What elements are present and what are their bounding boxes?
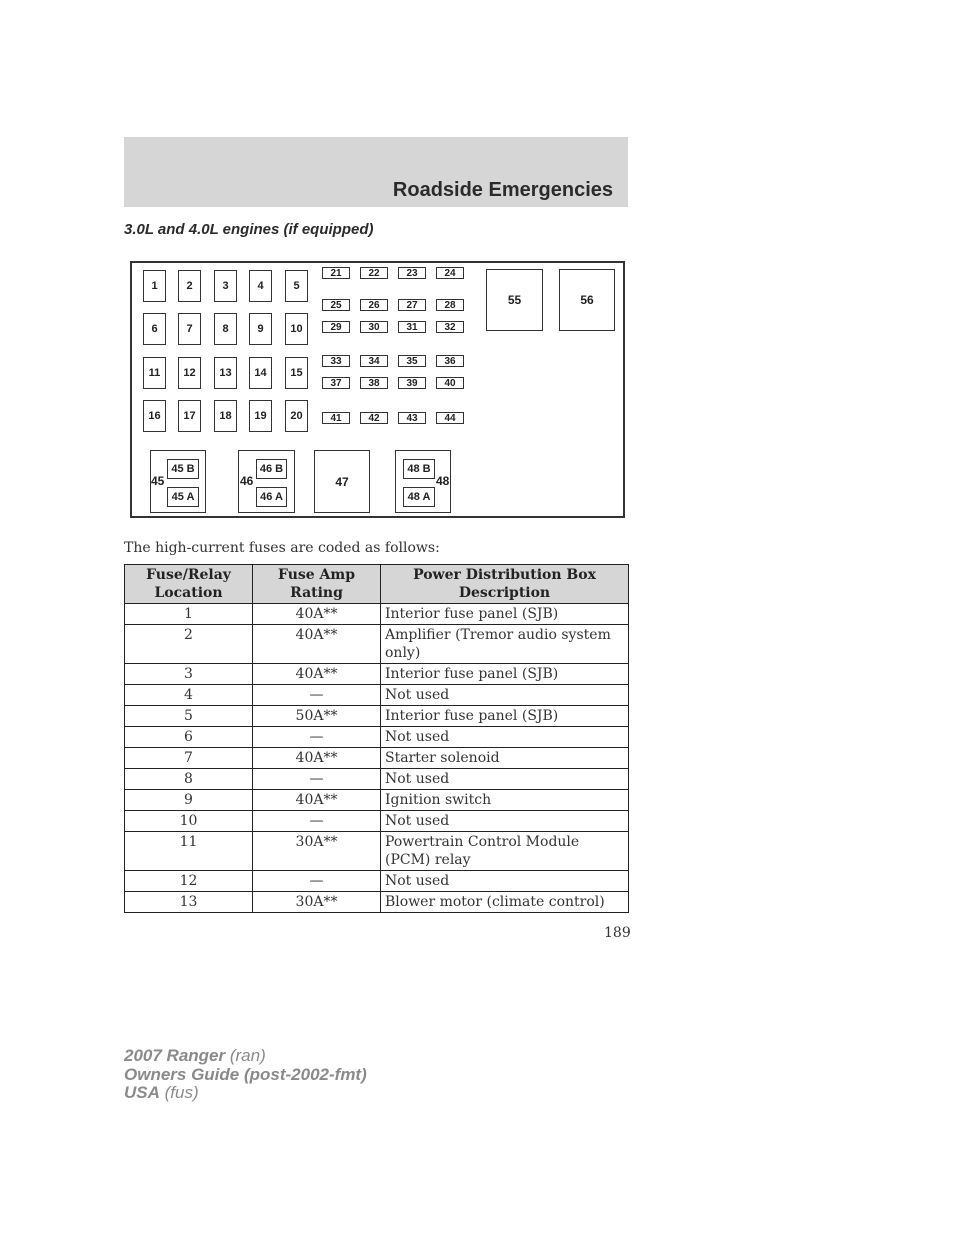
cell-description: Not used xyxy=(381,811,629,832)
page-number: 189 xyxy=(604,925,631,941)
footer-region: USA xyxy=(124,1083,160,1102)
relay-46a: 46 A xyxy=(256,487,287,507)
cell-location: 3 xyxy=(125,664,253,685)
cell-location: 10 xyxy=(125,811,253,832)
fuse-14: 14 xyxy=(249,357,272,389)
table-row xyxy=(125,604,629,625)
footer-region-code: (fus) xyxy=(164,1083,199,1102)
fuse-26: 26 xyxy=(360,299,388,311)
fuse-44: 44 xyxy=(436,412,464,424)
fuse-11: 11 xyxy=(143,357,166,389)
fuse-43: 43 xyxy=(398,412,426,424)
header-location: Fuse/Relay Location xyxy=(125,565,253,604)
table-row xyxy=(125,892,629,913)
fuse-18: 18 xyxy=(214,400,237,432)
relay-48a: 48 A xyxy=(403,487,435,507)
fuse-34: 34 xyxy=(360,355,388,367)
fuse-7: 7 xyxy=(178,313,201,345)
fuse-15: 15 xyxy=(285,357,308,389)
group-label-46: 46 xyxy=(240,474,254,488)
cell-amp-rating: — xyxy=(253,811,381,832)
cell-amp-rating: — xyxy=(253,769,381,790)
fuse-22: 22 xyxy=(360,267,388,279)
table-row xyxy=(125,706,629,727)
cell-location: 8 xyxy=(125,769,253,790)
relay-48b: 48 B xyxy=(403,459,435,479)
cell-amp-rating: 50A** xyxy=(253,706,381,727)
cell-description: Not used xyxy=(381,769,629,790)
cell-amp-rating: 40A** xyxy=(253,790,381,811)
cell-description: Starter solenoid xyxy=(381,748,629,769)
footer-line-2 xyxy=(124,1066,367,1085)
cell-amp-rating: 40A** xyxy=(253,748,381,769)
fuse-36: 36 xyxy=(436,355,464,367)
cell-location: 4 xyxy=(125,685,253,706)
table-row xyxy=(125,625,629,664)
fuse-30: 30 xyxy=(360,321,388,333)
fuse-28: 28 xyxy=(436,299,464,311)
fuse-1: 1 xyxy=(143,270,166,302)
cell-description: Not used xyxy=(381,727,629,748)
fuse-31: 31 xyxy=(398,321,426,333)
page-title: Roadside Emergencies xyxy=(392,179,613,201)
fuse-9: 9 xyxy=(249,313,272,345)
fuse-42: 42 xyxy=(360,412,388,424)
fuse-4: 4 xyxy=(249,270,272,302)
fuse-38: 38 xyxy=(360,377,388,389)
cell-description: Ignition switch xyxy=(381,790,629,811)
fuse-3: 3 xyxy=(214,270,237,302)
footer-model-code: (ran) xyxy=(229,1046,266,1065)
header-amp-rating: Fuse Amp Rating xyxy=(253,565,381,604)
table-row xyxy=(125,769,629,790)
fuse-2: 2 xyxy=(178,270,201,302)
section-subtitle: 3.0L and 4.0L engines (if equipped) xyxy=(124,221,374,238)
fuse-23: 23 xyxy=(398,267,426,279)
fuse-8: 8 xyxy=(214,313,237,345)
cell-location: 9 xyxy=(125,790,253,811)
cell-amp-rating: — xyxy=(253,685,381,706)
fuse-40: 40 xyxy=(436,377,464,389)
fuse-27: 27 xyxy=(398,299,426,311)
fuse-16: 16 xyxy=(143,400,166,432)
table-row xyxy=(125,685,629,706)
table-row xyxy=(125,832,629,871)
fuse-20: 20 xyxy=(285,400,308,432)
fuse-29: 29 xyxy=(322,321,350,333)
fuse-35: 35 xyxy=(398,355,426,367)
cell-description: Interior fuse panel (SJB) xyxy=(381,604,629,625)
fuse-19: 19 xyxy=(249,400,272,432)
relay-46b: 46 B xyxy=(256,459,287,479)
cell-location: 6 xyxy=(125,727,253,748)
relay-45b: 45 B xyxy=(167,459,199,479)
table-row xyxy=(125,664,629,685)
intro-text: The high-current fuses are coded as follows: xyxy=(124,540,440,556)
cell-amp-rating: 30A** xyxy=(253,832,381,871)
fuse-5: 5 xyxy=(285,270,308,302)
cell-description: Not used xyxy=(381,685,629,706)
fuse-12: 12 xyxy=(178,357,201,389)
fuse-6: 6 xyxy=(143,313,166,345)
footer-model: 2007 Ranger xyxy=(124,1046,226,1065)
table-row xyxy=(125,790,629,811)
relay-45a: 45 A xyxy=(167,487,199,507)
fuse-25: 25 xyxy=(322,299,350,311)
table-row xyxy=(125,727,629,748)
cell-amp-rating: — xyxy=(253,871,381,892)
fuse-32: 32 xyxy=(436,321,464,333)
cell-description: Interior fuse panel (SJB) xyxy=(381,664,629,685)
fuse-table xyxy=(124,564,629,913)
cell-location: 13 xyxy=(125,892,253,913)
fuse-box-diagram xyxy=(130,261,625,518)
footer-guide: Owners Guide (post-2002-fmt) xyxy=(124,1064,367,1084)
cell-description: Interior fuse panel (SJB) xyxy=(381,706,629,727)
fuse-21: 21 xyxy=(322,267,350,279)
fuse-33: 33 xyxy=(322,355,350,367)
cell-amp-rating: 40A** xyxy=(253,625,381,664)
cell-description: Not used xyxy=(381,871,629,892)
fuse-10: 10 xyxy=(285,313,308,345)
group-label-45: 45 xyxy=(151,474,165,488)
table-row xyxy=(125,871,629,892)
table-header-row xyxy=(125,565,629,604)
cell-description: Powertrain Control Module (PCM) relay xyxy=(381,832,629,871)
cell-description: Amplifier (Tremor audio system only) xyxy=(381,625,629,664)
cell-location: 1 xyxy=(125,604,253,625)
fuse-24: 24 xyxy=(436,267,464,279)
cell-amp-rating: 30A** xyxy=(253,892,381,913)
cell-amp-rating: 40A** xyxy=(253,604,381,625)
cell-location: 12 xyxy=(125,871,253,892)
cell-amp-rating: — xyxy=(253,727,381,748)
section-banner xyxy=(124,137,628,207)
cell-location: 7 xyxy=(125,748,253,769)
fuse-37: 37 xyxy=(322,377,350,389)
cell-amp-rating: 40A** xyxy=(253,664,381,685)
fuse-41: 41 xyxy=(322,412,350,424)
footer xyxy=(124,1047,367,1103)
group-label-48: 48 xyxy=(436,474,450,488)
header-description: Power Distribution Box Description xyxy=(381,565,629,604)
relay-55: 55 xyxy=(486,269,543,331)
cell-location: 2 xyxy=(125,625,253,664)
fuse-17: 17 xyxy=(178,400,201,432)
cell-location: 11 xyxy=(125,832,253,871)
relay-47: 47 xyxy=(314,450,370,513)
footer-line-3 xyxy=(124,1084,367,1103)
table-row xyxy=(125,811,629,832)
table-row xyxy=(125,748,629,769)
cell-description: Blower motor (climate control) xyxy=(381,892,629,913)
cell-location: 5 xyxy=(125,706,253,727)
fuse-39: 39 xyxy=(398,377,426,389)
fuse-13: 13 xyxy=(214,357,237,389)
relay-56: 56 xyxy=(559,269,615,331)
footer-line-1 xyxy=(124,1047,367,1066)
